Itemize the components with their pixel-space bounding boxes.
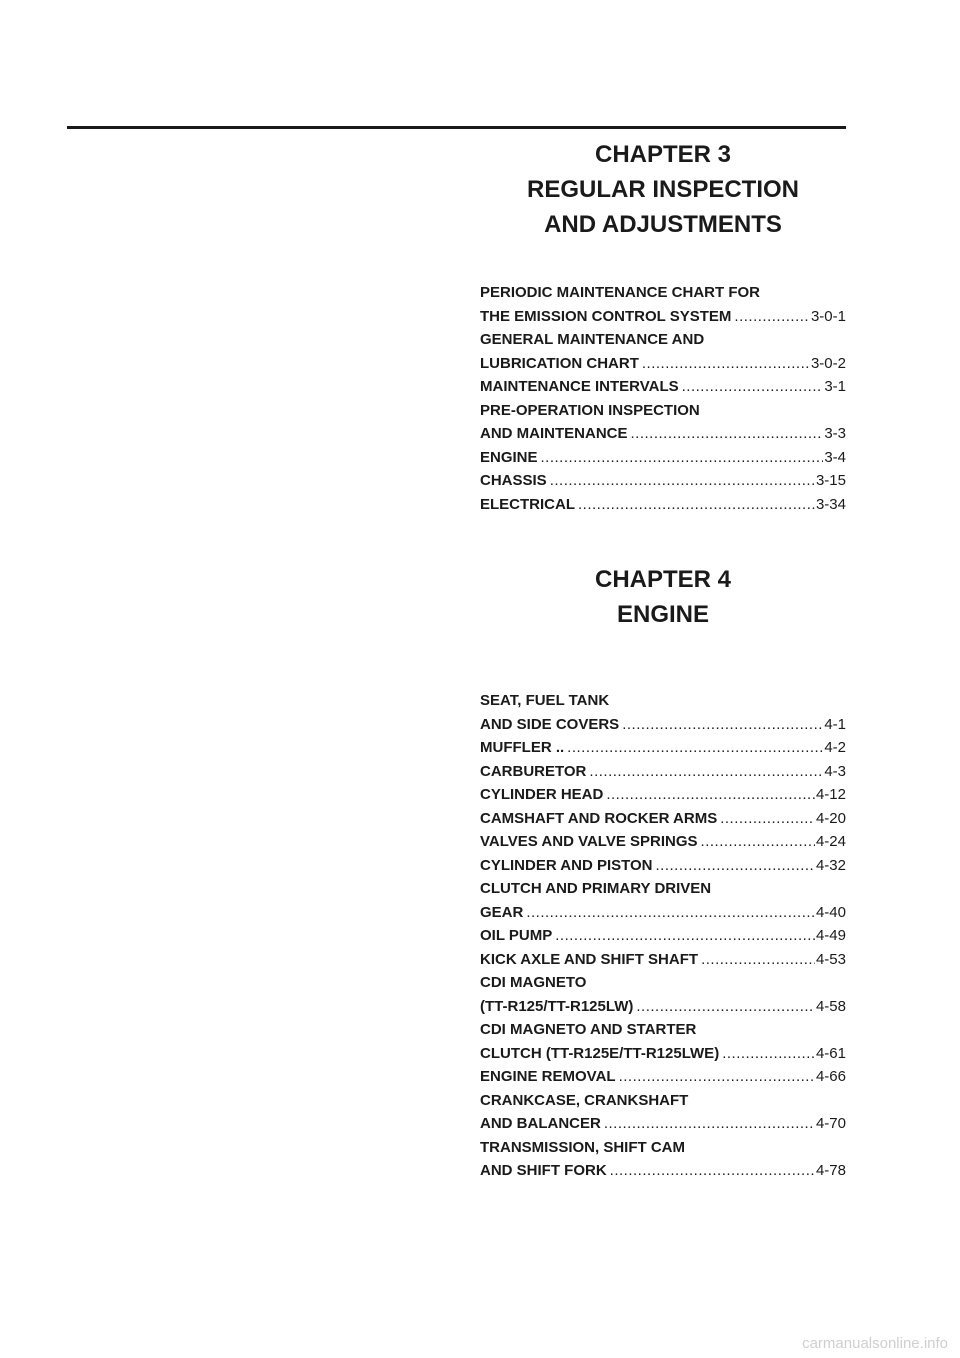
toc-page-number: 3-4 — [824, 448, 846, 466]
dot-leader — [550, 469, 815, 493]
toc-entry[interactable] — [480, 1136, 846, 1183]
dot-leader — [578, 493, 815, 517]
toc-entry-title: CAMSHAFT AND ROCKER ARMS — [480, 809, 718, 827]
dot-leader — [656, 854, 815, 878]
toc-page-number: 3-0-2 — [810, 354, 846, 372]
chapter-4-toc — [480, 689, 846, 1183]
chapter-4-heading — [480, 562, 846, 632]
toc-entry-title: SEAT, FUEL TANK — [480, 692, 610, 709]
toc-entry-row — [480, 1065, 846, 1089]
dot-leader — [682, 375, 824, 399]
toc-page-number: 4-49 — [815, 927, 846, 944]
toc-entry-title: GEAR — [480, 903, 524, 921]
toc-entry[interactable] — [480, 689, 846, 736]
toc-entry[interactable] — [480, 924, 846, 948]
toc-entry[interactable] — [480, 1065, 846, 1089]
toc-entry-title: AND SIDE COVERS — [480, 715, 620, 733]
dot-leader — [604, 1112, 815, 1136]
dot-leader — [631, 422, 824, 446]
toc-entry[interactable] — [480, 1018, 846, 1065]
toc-entry-title: GENERAL MAINTENANCE AND — [480, 331, 705, 348]
toc-page-number: 4-70 — [815, 1115, 846, 1132]
toc-entry-title: LUBRICATION CHART — [480, 354, 639, 372]
toc-entry-row — [480, 830, 846, 854]
toc-entry[interactable] — [480, 877, 846, 924]
toc-entry-row — [480, 783, 846, 807]
toc-entry-title: CRANKCASE, CRANKSHAFT — [480, 1091, 689, 1109]
dot-leader — [610, 1159, 815, 1183]
toc-page-number: 4-32 — [815, 856, 846, 874]
toc-entry-title: CARBURETOR — [480, 762, 587, 780]
toc-entry-title: VALVES AND VALVE SPRINGS — [480, 833, 698, 850]
toc-entry-row — [480, 1112, 846, 1136]
toc-entry-row — [480, 713, 846, 737]
watermark: carmanualsonline.info — [802, 1335, 948, 1352]
toc-entry-row — [480, 1042, 846, 1066]
toc-page-number: 4-61 — [815, 1044, 846, 1062]
toc-page-number: 3-1 — [824, 378, 846, 395]
toc-entry-title: CHASSIS — [480, 472, 547, 489]
dot-leader — [541, 446, 824, 470]
toc-entry-title: AND MAINTENANCE — [480, 425, 628, 442]
chapter-heading-line: CHAPTER 4 — [594, 566, 732, 593]
toc-entry[interactable] — [480, 971, 846, 1018]
toc-entry-title: CLUTCH (TT-R125E/TT-R125LWE) — [480, 1044, 720, 1062]
toc-page-number: 4-1 — [824, 715, 846, 733]
toc-entry[interactable] — [480, 783, 846, 807]
dot-leader — [526, 901, 815, 925]
toc-entry-row — [480, 995, 846, 1019]
toc-entry-row — [480, 807, 846, 831]
toc-entry-row — [480, 305, 846, 329]
toc-entry[interactable] — [480, 830, 846, 854]
toc-entry-row — [480, 736, 846, 760]
toc-entry-title: OIL PUMP — [480, 927, 553, 944]
toc-entry-title: KICK AXLE AND SHIFT SHAFT — [480, 950, 699, 968]
toc-entry-row — [480, 948, 846, 972]
toc-entry-row — [480, 854, 846, 878]
toc-entry[interactable] — [480, 948, 846, 972]
dot-leader — [701, 830, 815, 854]
dot-leader — [589, 760, 823, 784]
toc-entry-title: CDI MAGNETO — [480, 974, 587, 991]
toc-entry-title: PERIODIC MAINTENANCE CHART FOR — [480, 284, 760, 301]
toc-entry-title: CYLINDER AND PISTON — [480, 856, 653, 874]
toc-entry[interactable] — [480, 328, 846, 375]
dot-leader — [720, 807, 815, 831]
toc-page-number: 3-15 — [815, 472, 846, 489]
dot-leader — [555, 924, 815, 948]
dot-leader — [701, 948, 815, 972]
toc-page-number: 4-20 — [815, 809, 846, 827]
dot-leader — [567, 736, 823, 760]
chapter-heading-line: CHAPTER 3 — [594, 141, 732, 168]
toc-entry-row — [480, 352, 846, 376]
toc-entry-title: THE EMISSION CONTROL SYSTEM — [480, 307, 732, 325]
toc-entry[interactable] — [480, 1089, 846, 1136]
toc-entry-title: CLUTCH AND PRIMARY DRIVEN — [480, 880, 712, 897]
toc-entry-title: MAINTENANCE INTERVALS — [480, 378, 679, 395]
toc-page-number: 4-3 — [824, 762, 846, 780]
toc-entry-row — [480, 760, 846, 784]
toc-entry-row — [480, 422, 846, 446]
header-rule — [67, 126, 846, 129]
toc-entry[interactable] — [480, 736, 846, 760]
toc-page-number: 3-0-1 — [810, 307, 846, 325]
toc-entry-title: PRE-OPERATION INSPECTION — [480, 401, 700, 419]
toc-entry-title: AND SHIFT FORK — [480, 1162, 607, 1179]
toc-entry-title: ENGINE — [480, 448, 538, 466]
toc-entry-title: CDI MAGNETO AND STARTER — [480, 1021, 697, 1038]
dot-leader — [722, 1042, 815, 1066]
toc-entry[interactable] — [480, 375, 846, 399]
toc-page-number: 4-58 — [815, 997, 846, 1015]
toc-page-number: 4-78 — [815, 1162, 846, 1179]
toc-entry-title: (TT-R125/TT-R125LW) — [480, 997, 634, 1015]
toc-entry-row — [480, 1159, 846, 1183]
toc-entry[interactable] — [480, 493, 846, 517]
dot-leader — [619, 1065, 815, 1089]
toc-page-number: 3-3 — [824, 425, 846, 442]
toc-entry[interactable] — [480, 446, 846, 470]
toc-page-number: 3-34 — [815, 495, 846, 513]
toc-entry-title: ENGINE REMOVAL — [480, 1068, 616, 1085]
dot-leader — [636, 995, 815, 1019]
toc-entry-row — [480, 493, 846, 517]
dot-leader — [734, 305, 810, 329]
toc-entry[interactable] — [480, 760, 846, 784]
chapter-3-toc — [480, 281, 846, 516]
toc-entry-title: CYLINDER HEAD — [480, 786, 604, 803]
toc-page-number: 4-66 — [815, 1068, 846, 1085]
chapter-heading-line: ENGINE — [616, 601, 709, 628]
dot-leader — [642, 352, 810, 376]
dot-leader — [622, 713, 823, 737]
toc-entry-title: TRANSMISSION, SHIFT CAM — [480, 1138, 685, 1156]
toc-page-number: 4-12 — [815, 786, 846, 803]
toc-entry[interactable] — [480, 807, 846, 831]
chapter-heading-line: AND ADJUSTMENTS — [544, 211, 782, 238]
toc-entry-row — [480, 901, 846, 925]
toc-entry[interactable] — [480, 399, 846, 446]
toc-entry-title: ELECTRICAL — [480, 495, 575, 513]
toc-entry-row — [480, 446, 846, 470]
toc-entry[interactable] — [480, 469, 846, 493]
toc-page-number: 4-53 — [815, 950, 846, 968]
toc-page-number: 4-40 — [815, 903, 846, 921]
toc-entry-title: AND BALANCER — [480, 1115, 601, 1132]
toc-entry-title: MUFFLER .. — [480, 739, 565, 756]
toc-entry[interactable] — [480, 854, 846, 878]
toc-entry-row — [480, 469, 846, 493]
toc-page-number: 4-24 — [815, 833, 846, 850]
chapter-3-heading — [480, 137, 846, 242]
toc-entry-row — [480, 375, 846, 399]
toc-page-number: 4-2 — [824, 739, 846, 756]
toc-entry-row — [480, 924, 846, 948]
chapter-heading-line: REGULAR INSPECTION — [526, 176, 799, 203]
toc-entry[interactable] — [480, 281, 846, 328]
dot-leader — [606, 783, 815, 807]
